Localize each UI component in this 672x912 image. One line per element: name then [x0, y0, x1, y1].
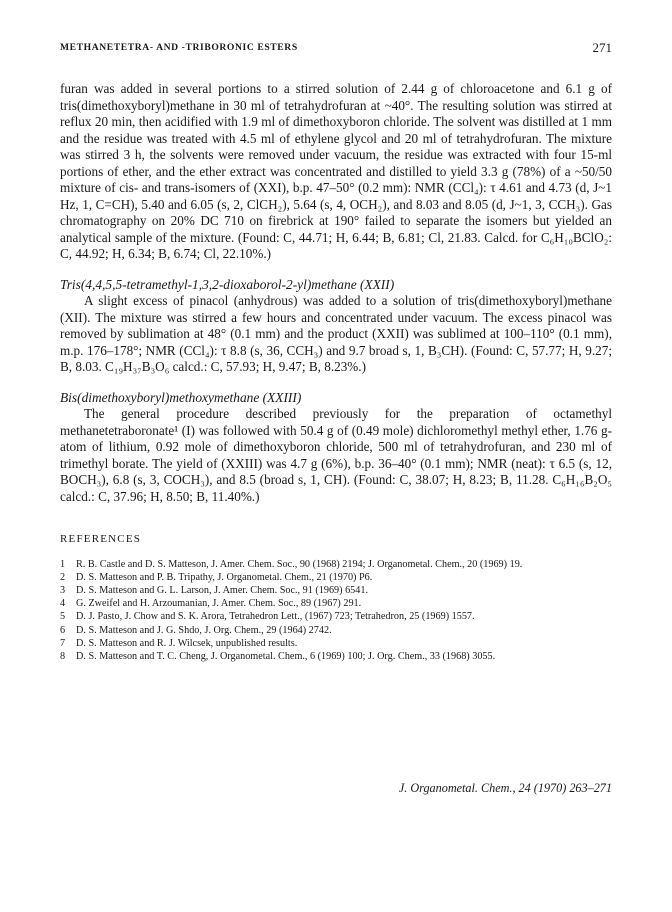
reference-list — [60, 558, 612, 664]
reference-text: R. B. Castle and D. S. Matteson, J. Amer. Chem. Soc., 90 (1968) 2194; J. Organometal. Chem., 20 (1969) 19. — [76, 558, 523, 570]
paragraph-xxiii: The general procedure described previously for the preparation of octamethyl methanetetraboronate¹ (I) was followed with 50.4 g of (0.49 mole) dichloromethyl methyl ether, 1.76 g-atom of lithium, 0.92 mole of dimethoxyboron chloride, 500 ml of tetrahydrofuran, and 230 ml of trimethyl borate. The yield of (XXIII) was 4.7 g (6%), b.p. 36–40° (0.1 mm); NMR (neat): τ 6.5 (s, 12, BOCH₃), 6.8 (s, 3, COCH₃), and 8.5 (broad s, 1, CH). (Found: C, 38.07; H, 8.23; B, 11.28. C₆H₁₆B₂O₅ calcd.: C, 37.96; H, 8.50; B, 11.40%.) — [60, 406, 612, 504]
page-header — [60, 40, 612, 58]
section-heading-xxiii: Bis(dimethoxyboryl)methoxymethane (XXIII) — [60, 389, 302, 405]
reference-number: 6 — [60, 624, 66, 636]
reference-number: 4 — [60, 598, 66, 610]
reference-item — [60, 624, 612, 637]
reference-number: 8 — [60, 650, 66, 662]
reference-number: 3 — [60, 584, 66, 596]
article-body — [60, 81, 612, 663]
paragraph-xxii: A slight excess of pinacol (anhydrous) was added to a solution of tris(dimethoxyboryl)methane (XII). The mixture was stirred a few hours and concentrated under vacuum. The excess pinacol was removed by sublimation at 48° (0.1 mm) and the product (XXII) was sublimed at 100–110° (0.1 mm), m.p. 176–178°; NMR (CCl₄): τ 8.8 (s, 36, CCH₃) and 9.7 broad s, 1, B₃CH). (Found: C, 57.77; H, 9.27; B, 8.03. C₁₉H₃₇B₃O₆ calcd.: C, 57.93; H, 9.47; B, 8.23%.) — [60, 293, 612, 374]
reference-number: 7 — [60, 637, 66, 649]
reference-item — [60, 584, 612, 597]
references-heading: REFERENCES — [60, 533, 142, 545]
reference-item — [60, 637, 612, 650]
reference-text: G. Zweifel and H. Arzoumanian, J. Amer. Chem. Soc., 89 (1967) 291. — [76, 598, 362, 610]
reference-text: D. S. Matteson and G. L. Larson, J. Amer. Chem. Soc., 91 (1969) 6541. — [76, 584, 369, 596]
reference-text: D. S. Matteson and R. J. Wilcsek, unpublished results. — [76, 637, 298, 649]
reference-item — [60, 597, 612, 610]
page-number: 271 — [592, 40, 612, 55]
reference-item — [60, 558, 612, 571]
reference-number: 5 — [60, 611, 66, 623]
reference-number: 2 — [60, 571, 66, 583]
reference-text: D. J. Pasto, J. Chow and S. K. Arora, Tetrahedron Lett., (1967) 723; Tetrahedron, 25 (1969) 1557. — [76, 611, 475, 623]
reference-item — [60, 571, 612, 584]
running-title: METHANETETRA- AND -TRIBORONIC ESTERS — [60, 42, 298, 53]
reference-number: 1 — [60, 558, 66, 570]
reference-item — [60, 650, 612, 663]
journal-citation: J. Organometal. Chem., 24 (1970) 263–271 — [398, 781, 612, 795]
reference-text: D. S. Matteson and J. G. Shdo, J. Org. Chem., 29 (1964) 2742. — [76, 624, 332, 636]
reference-item — [60, 610, 612, 623]
reference-text: D. S. Matteson and P. B. Tripathy, J. Organometal. Chem., 21 (1970) P6. — [76, 571, 373, 583]
paragraph-continued: furan was added in several portions to a stirred solution of 2.44 g of chloroacetone and 6.1 g of tris(dimethoxyboryl)methane in 30 ml of tetrahydrofuran at ~40°. The resulting solution was stirred at reflux 20 min, then acidified with 1.9 ml of dimethoxyboron chloride. The solvent was distilled at 1 mm and the residue was treated with 4.5 ml of ethylene glycol and 20 ml of tetrahydrofuran. The mixture was stirred 3 h, the solvents were removed under vacuum, the residue was extracted with four 15-ml portions of ether, and the ether extract was concentrated and distilled to yield 3.3 g (78%) of a ~50/50 mixture of cis- and trans-isomers of (XXI), b.p. 47–50° (0.2 mm): NMR (CCl₄): τ 4.61 and 4.73 (d, J~1 Hz, 1, C=CH), 5.40 and 6.05 (s, 2, ClCH₂), 5.64 (s, 4, OCH₂), and 8.03 and 8.05 (d, J~1, 3, CCH₃). Gas chromatography on 20% DC 710 on firebrick at 190° failed to separate the isomers but yielded an analytical sample of the mixture. (Found: C, 44.71; H, 6.44; B, 6.81; Cl, 21.83. Calcd. for C₆H₁₀BClO₂: C, 44.92; H, 6.34; B, 6.74; Cl, 22.10%.) — [60, 81, 612, 261]
section-heading-xxii: Tris(4,4,5,5-tetramethyl-1,3,2-dioxaborol-2-yl)methane (XXII) — [60, 276, 395, 292]
reference-text: D. S. Matteson and T. C. Cheng, J. Organometal. Chem., 6 (1969) 100; J. Org. Chem., 33 (1968) 3055. — [76, 650, 496, 662]
